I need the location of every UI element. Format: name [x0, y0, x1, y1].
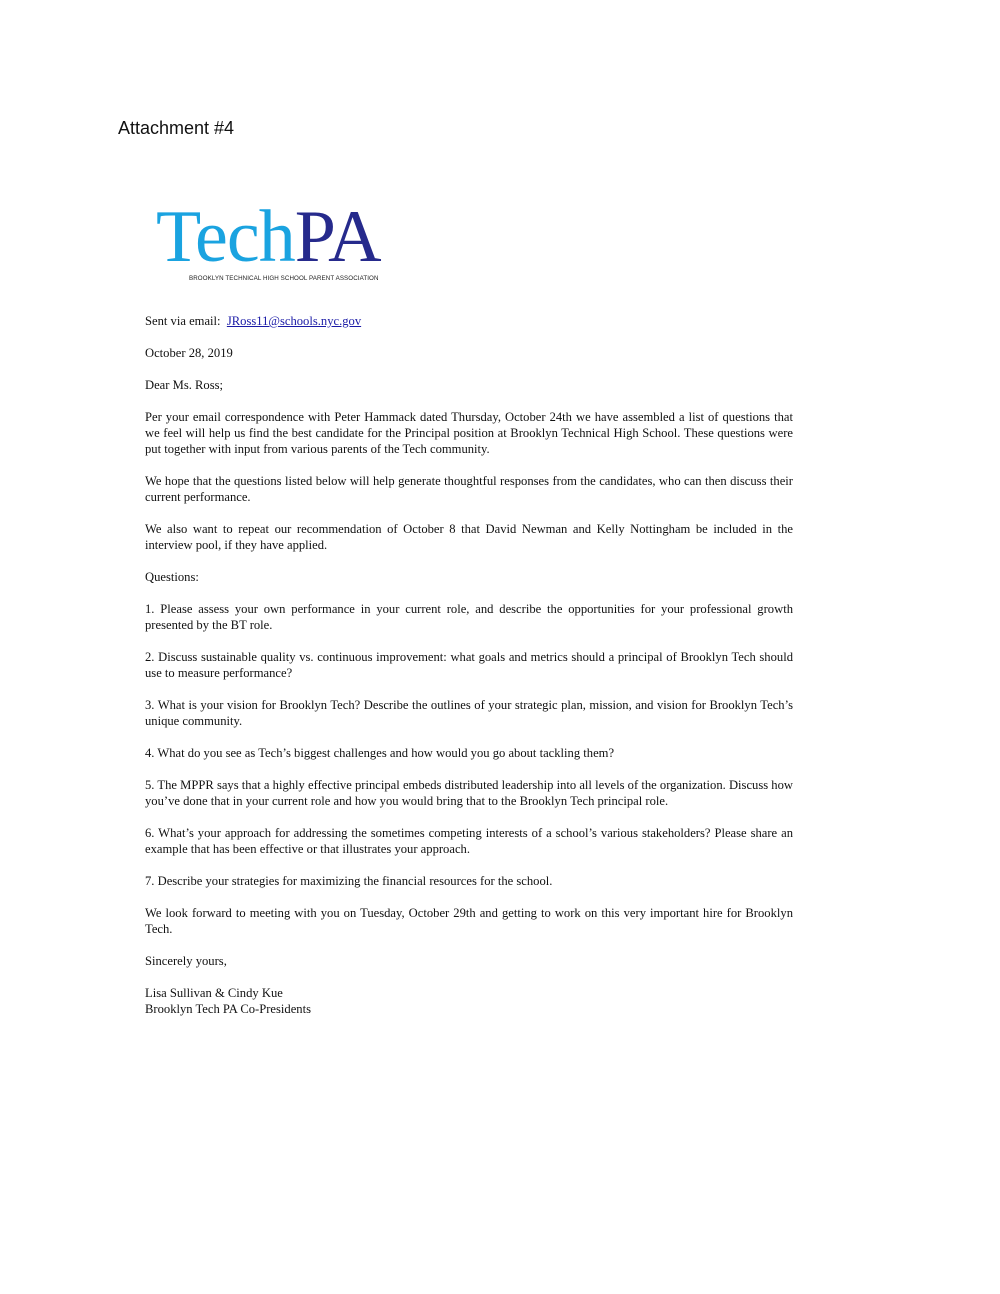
signatory-title: Brooklyn Tech PA Co-Presidents	[145, 1002, 311, 1016]
email-link[interactable]: JRoss11@schools.nyc.gov	[226, 314, 362, 328]
logo-wordmark	[156, 196, 381, 278]
question-item: 1. Please assess your own performance in your current role, and describe the opportunities for your professional growth presented by the BT role.	[145, 602, 793, 632]
question-item: 7. Describe your strategies for maximizing the financial resources for the school.	[145, 874, 553, 888]
question-item: 4. What do you see as Tech’s biggest challenges and how would you go about tackling them?	[145, 746, 615, 760]
logo-subtitle: BROOKLYN TECHNICAL HIGH SCHOOL PARENT ASSOCIATION	[189, 275, 379, 282]
logo-text-tech: Tech	[156, 196, 295, 278]
logo-text-pa: PA	[294, 196, 381, 278]
techpa-logo	[156, 196, 426, 286]
question-item: 5. The MPPR says that a highly effective principal embeds distributed leadership into all levels of the organization. Discuss how you’ve done that in your current role and how you would bring that to the Brooklyn Tech principal role.	[145, 778, 793, 808]
questions-heading: Questions:	[145, 570, 199, 584]
attachment-label: Attachment #4	[118, 118, 235, 138]
salutation: Dear Ms. Ross;	[145, 378, 224, 392]
sent-via-label: Sent via email:	[145, 314, 221, 328]
closing-paragraph: We look forward to meeting with you on Tuesday, October 29th and getting to work on this very important hire for Brooklyn Tech.	[145, 906, 793, 936]
hope-paragraph: We hope that the questions listed below will help generate thoughtful responses from the candidates, who can then discuss their current performance.	[145, 474, 793, 504]
question-item: 3. What is your vision for Brooklyn Tech? Describe the outlines of your strategic plan, mission, and vision for Brooklyn Tech’s unique community.	[145, 698, 793, 728]
intro-paragraph: Per your email correspondence with Peter Hammack dated Thursday, October 24th we have assembled a list of questions that we feel will help us find the best candidate for the Principal position at Brooklyn Technical High School. These questions were put together with input from various parents of the Tech community.	[145, 410, 793, 456]
question-item: 2. Discuss sustainable quality vs. continuous improvement: what goals and metrics should a principal of Brooklyn Tech should use to measure performance?	[145, 650, 793, 680]
sent-via-line	[145, 313, 793, 329]
question-item: 6. What’s your approach for addressing the sometimes competing interests of a school’s various stakeholders? Please share an example that has been effective or that illustrates your approach.	[145, 826, 793, 856]
signoff: Sincerely yours,	[145, 954, 227, 968]
letter-body	[145, 313, 793, 1017]
signatories: Lisa Sullivan & Cindy Kue	[145, 986, 283, 1000]
letter-date: October 28, 2019	[145, 346, 233, 360]
recommendation-paragraph: We also want to repeat our recommendation of October 8 that David Newman and Kelly Nottingham be included in the interview pool, if they have applied.	[145, 522, 793, 552]
